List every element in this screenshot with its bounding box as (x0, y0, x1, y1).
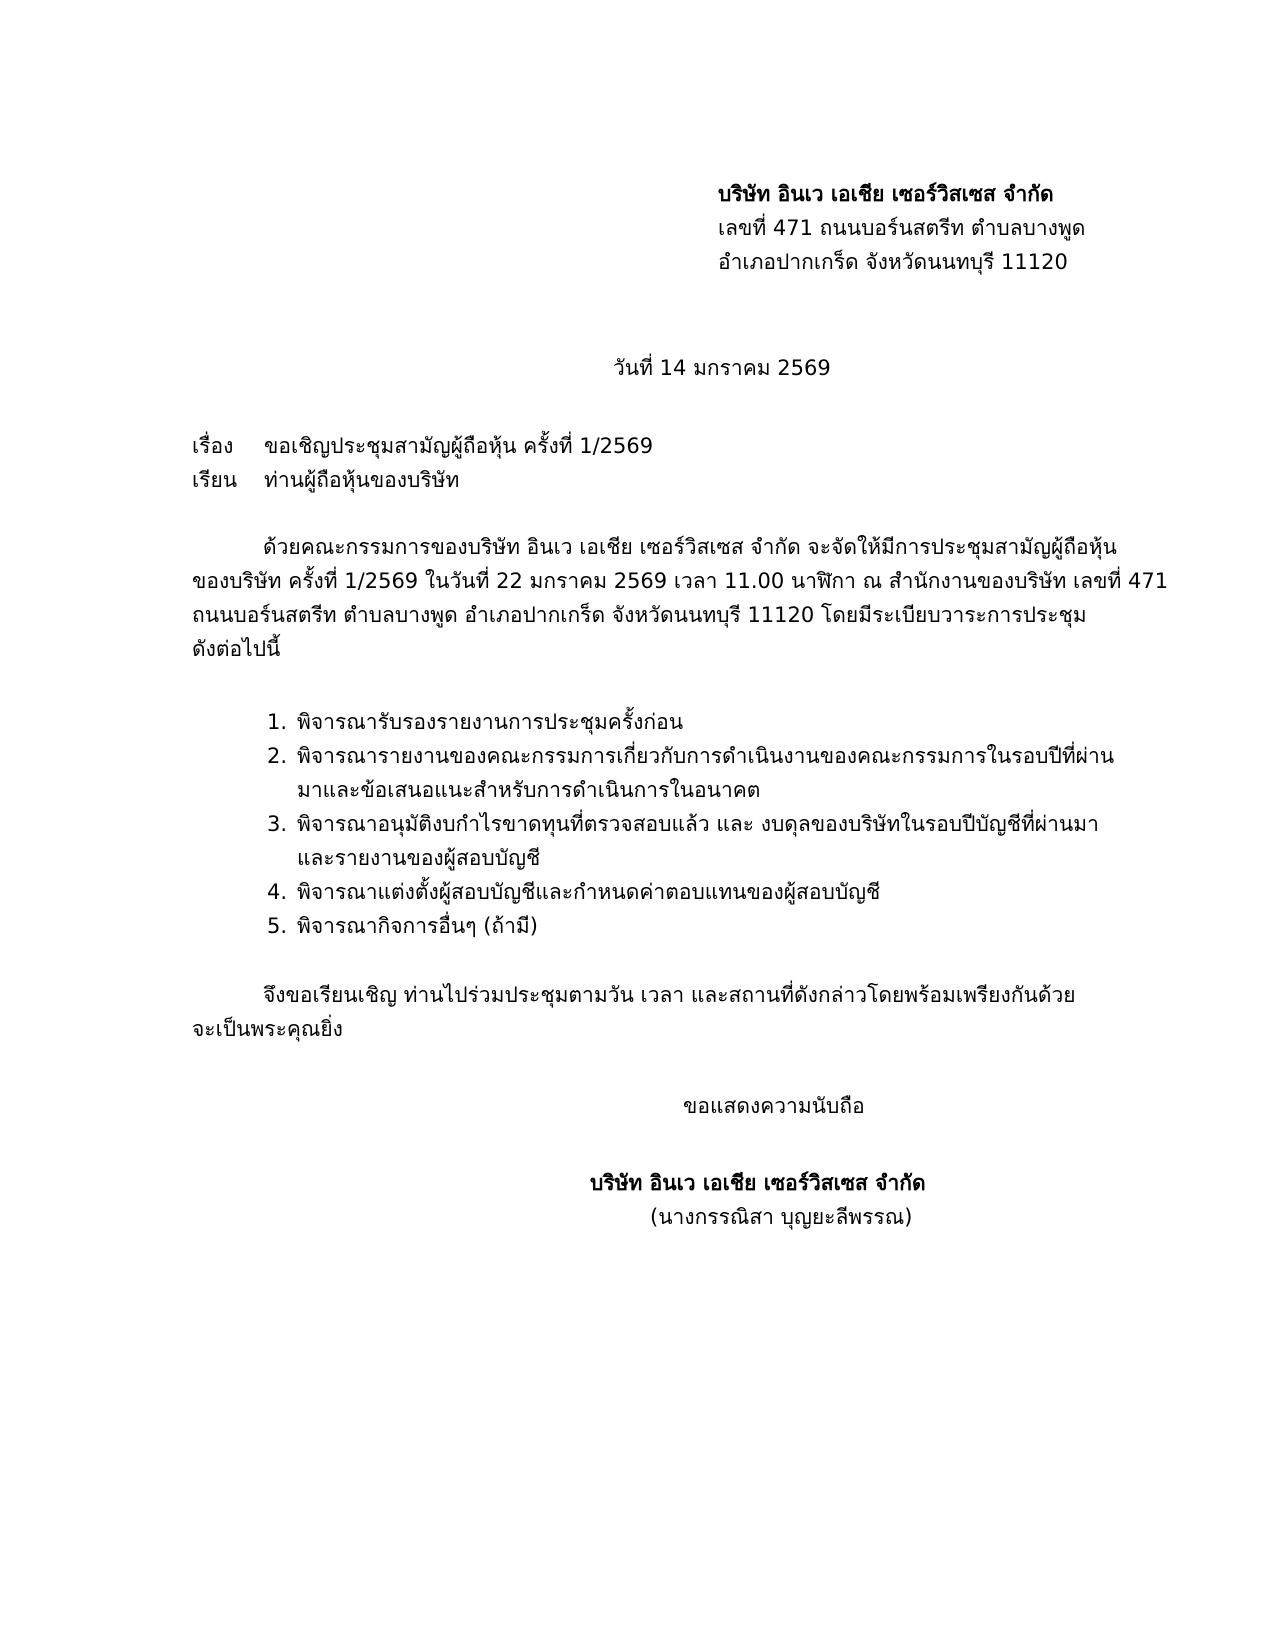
agenda-item-text: พิจารณารายงานของคณะกรรมการเกี่ยวกับการดำเนินงานของคณะกรรมการในรอบปีที่ผ่าน (297, 744, 1115, 768)
closing-line: จึงขอเรียนเชิญ ท่านไปร่วมประชุมตามวัน เวลา และสถานที่ดังกล่าวโดยพร้อมเพรียงกันด้วย (263, 983, 1076, 1007)
sender-address-line-1: เลขที่ 471 ถนนบอร์นสตรีท ตำบลบางพูด (718, 216, 1086, 240)
agenda-number: 1. (266, 710, 287, 734)
agenda-item-text: มาและข้อเสนอแนะสำหรับการดำเนินการในอนาคต (297, 778, 761, 802)
salutation: ขอแสดงความนับถือ (683, 1094, 865, 1118)
subject-text: ขอเชิญประชุมสามัญผู้ถือหุ้น ครั้งที่ 1/2569 (264, 434, 654, 458)
agenda-item-text: พิจารณารับรองรายงานการประชุมครั้งก่อน (297, 710, 684, 734)
agenda-item-text: และรายงานของผู้สอบบัญชี (297, 846, 541, 870)
agenda-number: 5. (266, 914, 287, 938)
subject-row (192, 429, 653, 463)
signature-company-name: บริษัท อินเว เอเชีย เซอร์วิสเซส จำกัด (590, 1171, 926, 1195)
intro-line: ของบริษัท ครั้งที่ 1/2569 ในวันที่ 22 มกราคม 2569 เวลา 11.00 นาฬิกา ณ สำนักงานของบริษัท เลขที่ 471 (192, 569, 1169, 593)
recipient-label: เรียน (192, 468, 238, 492)
agenda-number: 4. (266, 880, 287, 904)
agenda-item-text: พิจารณาแต่งตั้งผู้สอบบัญชีและกำหนดค่าตอบแทนของผู้สอบบัญชี (297, 880, 881, 904)
sender-company-name: บริษัท อินเว เอเชีย เซอร์วิสเซส จำกัด (718, 182, 1054, 206)
intro-line: ดังต่อไปนี้ (192, 637, 281, 661)
recipient-row (192, 463, 459, 497)
sender-address-line-2: อำเภอปากเกร็ด จังหวัดนนทบุรี 11120 (718, 250, 1068, 274)
sender-block (718, 177, 1085, 279)
recipient-text: ท่านผู้ถือหุ้นของบริษัท (264, 468, 460, 492)
letter-date: วันที่ 14 มกราคม 2569 (613, 356, 831, 380)
signer-name: (นางกรรณิสา บุญยะลีพรรณ) (650, 1205, 913, 1229)
agenda-number: 2. (266, 744, 287, 768)
closing-line: จะเป็นพระคุณยิ่ง (192, 1017, 343, 1041)
agenda-number: 3. (266, 812, 287, 836)
agenda-item-text: พิจารณากิจการอื่นๆ (ถ้ามี) (297, 914, 538, 938)
intro-line: ด้วยคณะกรรมการของบริษัท อินเว เอเชีย เซอร์วิสเซส จำกัด จะจัดให้มีการประชุมสามัญผู้ถือหุ้น (263, 535, 1117, 559)
agenda-item-text: พิจารณาอนุมัติงบกำไรขาดทุนที่ตรวจสอบแล้ว และ งบดุลของบริษัทในรอบปีบัญชีที่ผ่านมา (297, 812, 1099, 836)
subject-label: เรื่อง (192, 434, 234, 458)
intro-line: ถนนบอร์นสตรีท ตำบลบางพูด อำเภอปากเกร็ด จังหวัดนนทบุรี 11120 โดยมีระเบียบวาระการประชุม (192, 603, 1087, 627)
